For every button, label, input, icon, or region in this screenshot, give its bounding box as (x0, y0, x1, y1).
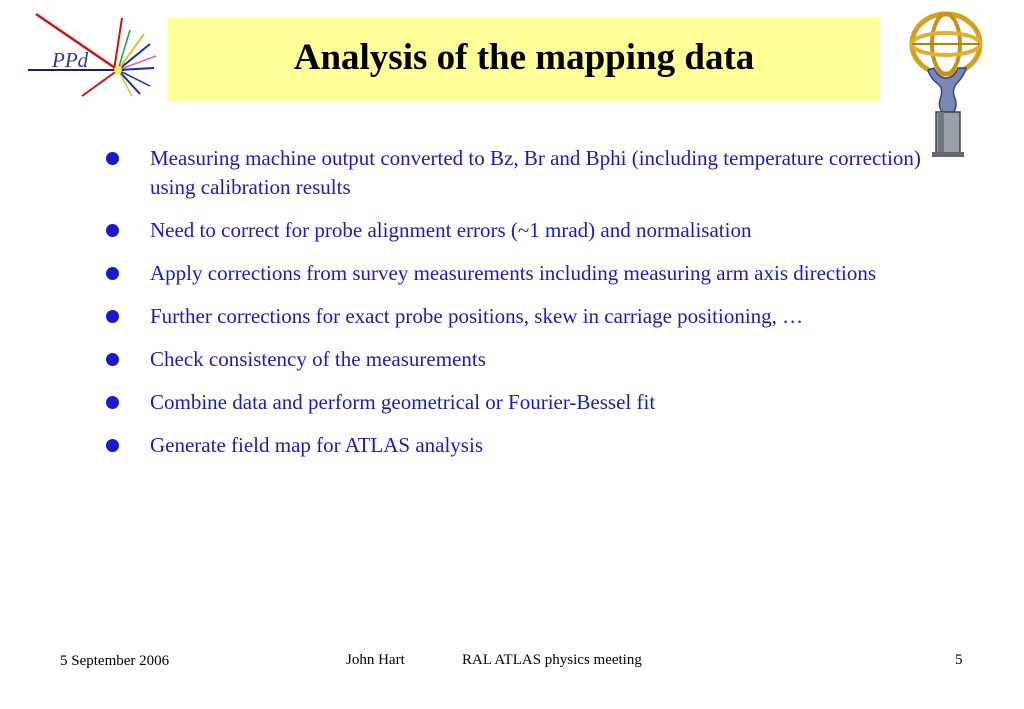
bullet-text: Need to correct for probe alignment errors (~1 mrad) and normalisation (150, 218, 752, 242)
bullet-dot-icon (106, 152, 119, 165)
bullet-dot-icon (106, 267, 119, 280)
footer-date: 5 September 2006 (60, 653, 170, 669)
bullet-dot-icon (106, 353, 119, 366)
bullet-dot-icon (106, 439, 119, 452)
bullet-list (104, 144, 924, 474)
bullet-item (104, 431, 924, 460)
bullet-item (104, 302, 924, 331)
bullet-dot-icon (106, 224, 119, 237)
title-box (168, 18, 880, 102)
footer-author: John Hart (346, 652, 405, 668)
ppd-logo-icon (22, 8, 162, 98)
bullet-item (104, 345, 924, 374)
bullet-item (104, 216, 924, 245)
bullet-text: Apply corrections from survey measurements including measuring arm axis directions (150, 261, 877, 285)
atlas-logo-icon (900, 8, 992, 158)
bullet-text: Further corrections for exact probe positions, skew in carriage positioning, … (150, 304, 804, 328)
bullet-item (104, 388, 924, 417)
ppd-logo-text: PPd (52, 48, 89, 72)
bullet-item (104, 259, 924, 288)
bullet-text: Check consistency of the measurements (150, 347, 486, 371)
footer-meeting: RAL ATLAS physics meeting (462, 652, 642, 668)
bullet-item (104, 144, 924, 202)
page-number: 5 (955, 652, 963, 668)
bullet-text: Measuring machine output converted to Bz, Br and Bphi (including temperature correction) using calibration results (150, 146, 921, 199)
bullet-text: Combine data and perform geometrical or Fourier-Bessel fit (150, 390, 656, 414)
bullet-text: Generate field map for ATLAS analysis (150, 433, 483, 457)
bullet-dot-icon (106, 310, 119, 323)
bullet-dot-icon (106, 396, 119, 409)
page-title: Analysis of the mapping data (293, 36, 755, 78)
